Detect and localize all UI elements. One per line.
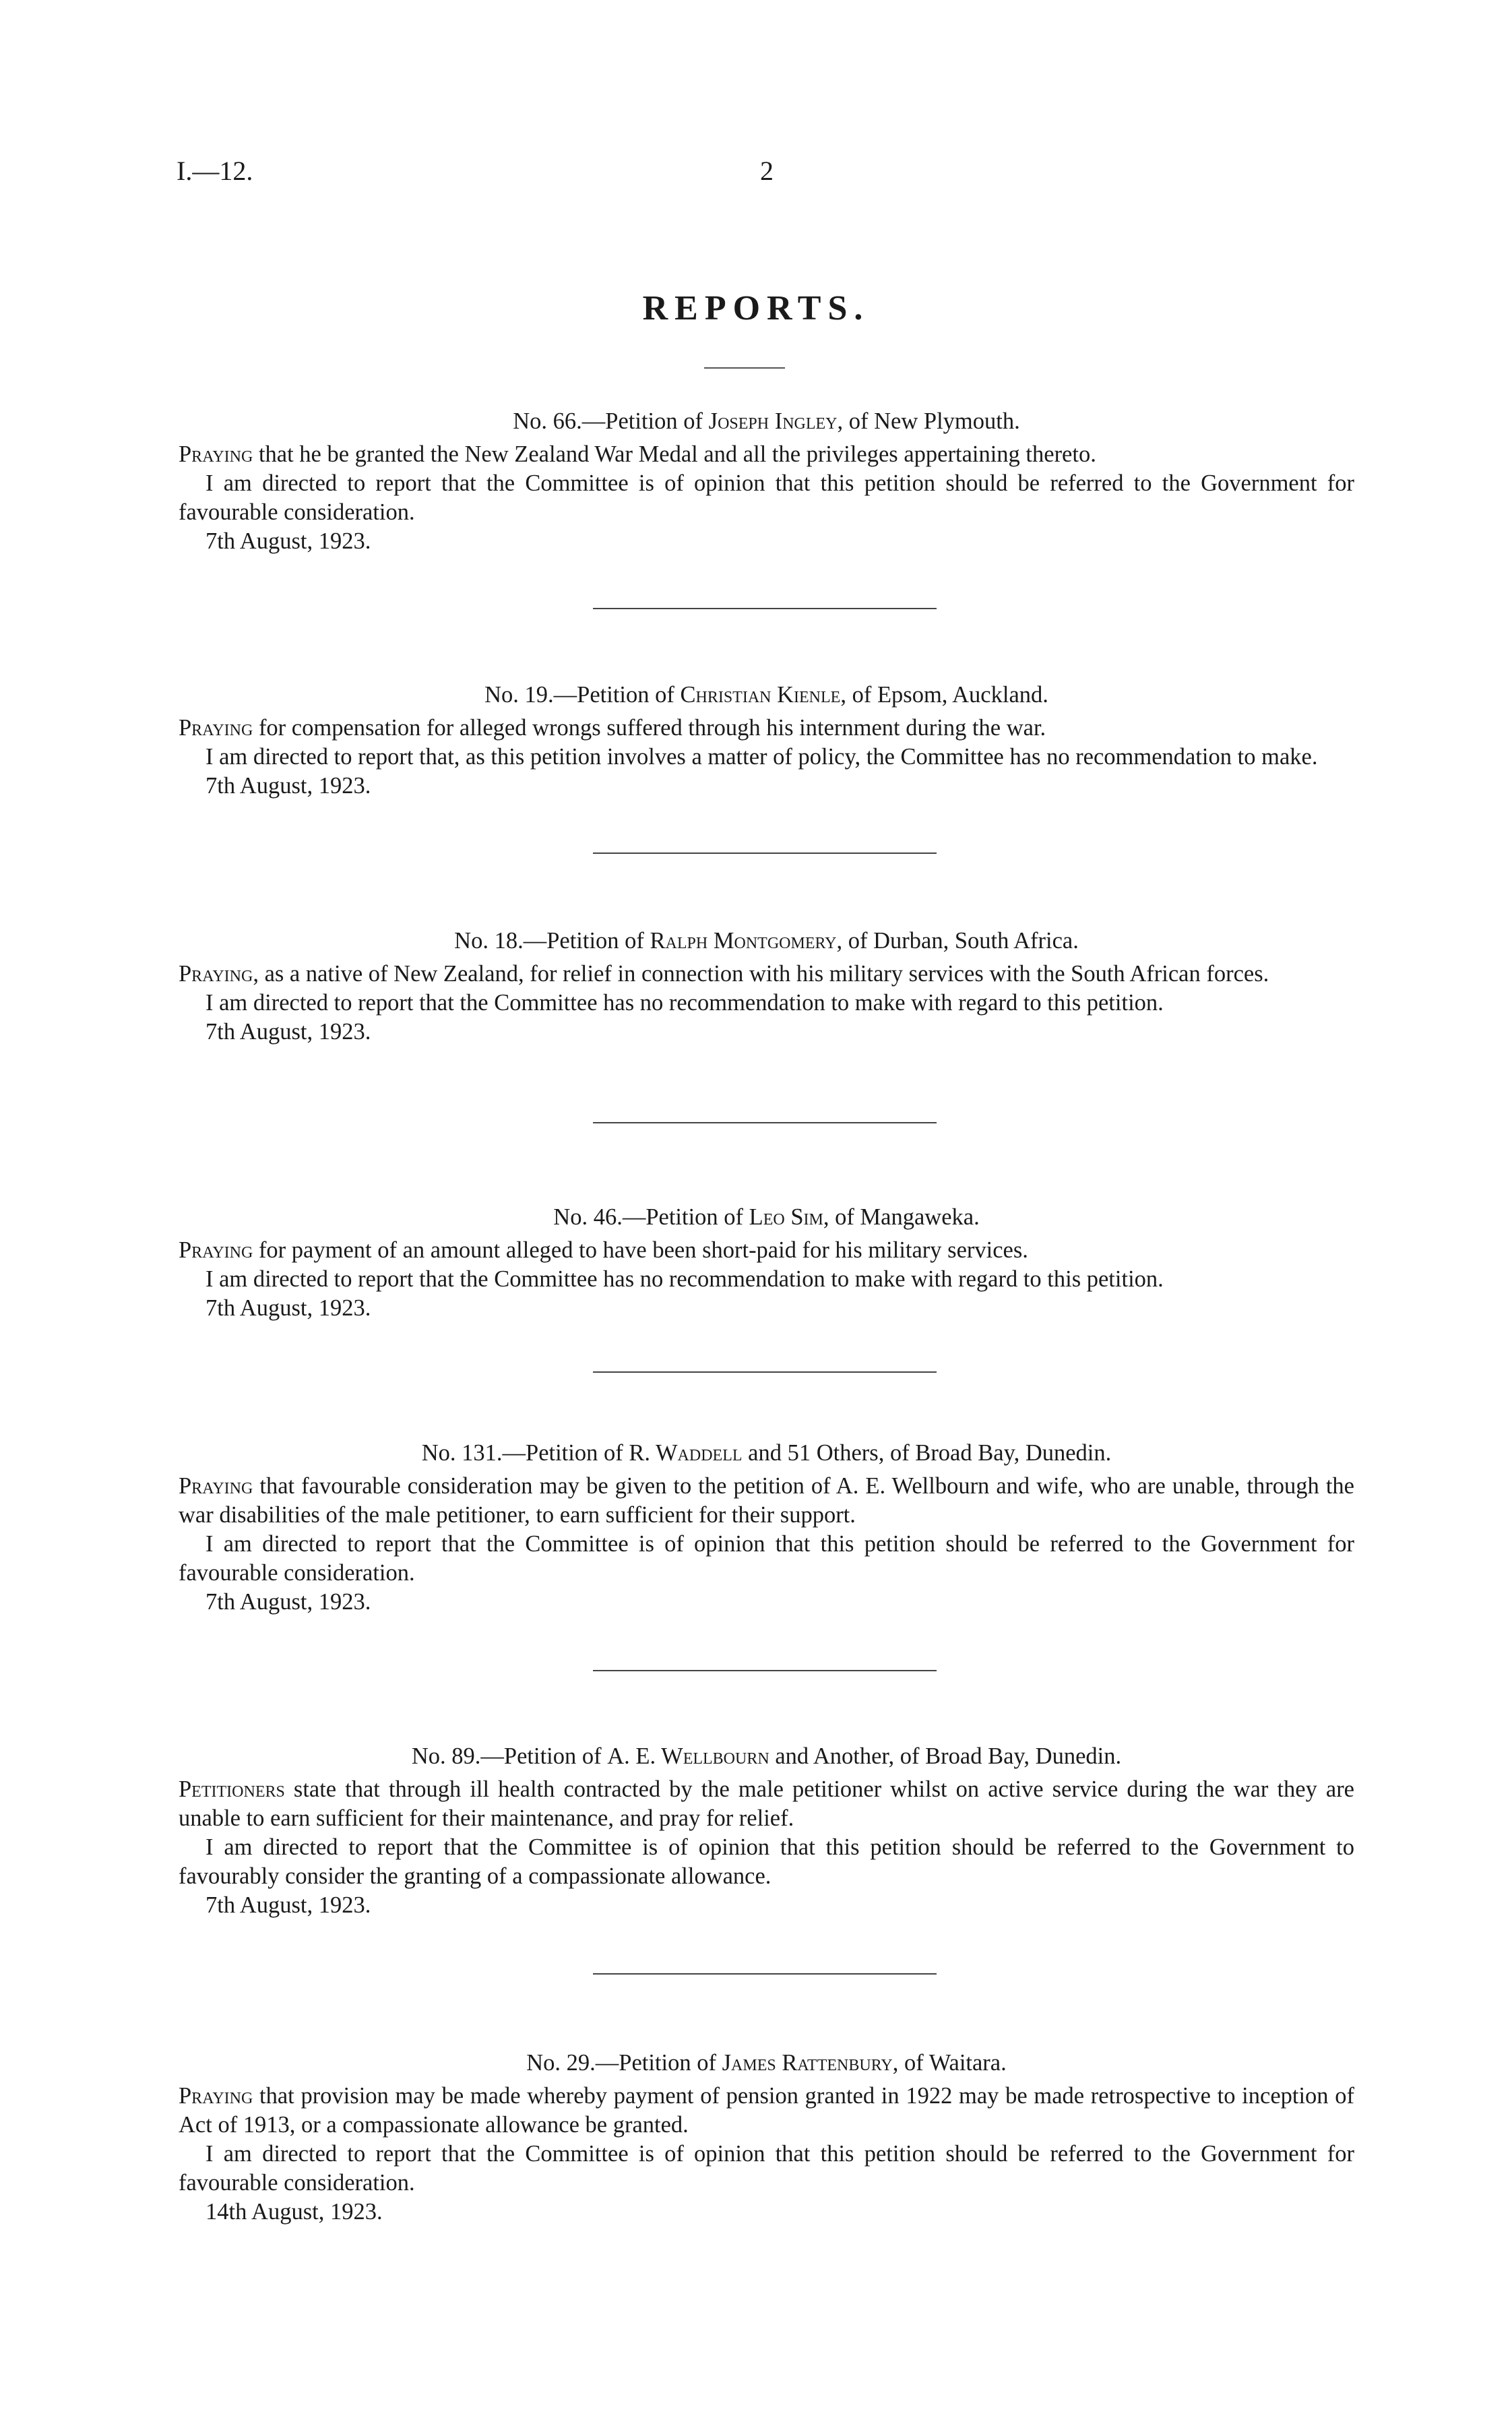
petition-19 xyxy=(179,681,1354,801)
petition-89 xyxy=(179,1742,1354,1920)
page-title: REPORTS. xyxy=(642,289,870,328)
prayer-text: state that through ill health contracted by the male petitioner whilst on active service during the war they are unable to earn sufficient for their maintenance, and pray for relief. xyxy=(179,1776,1354,1831)
petitioner-place: and 51 Others, of Broad Bay, Dunedin. xyxy=(742,1440,1112,1466)
prayer-lead: Praying xyxy=(179,2083,253,2109)
committee-report: I am directed to report that the Committee is of opinion that this petition should be referred to the Government for favourable consideration. xyxy=(179,1531,1354,1586)
petition-heading xyxy=(179,407,1354,436)
petition-number: No. 29.—Petition of xyxy=(526,2050,722,2076)
separator-rule xyxy=(593,1973,937,1975)
separator-rule xyxy=(593,1371,937,1373)
petition-heading xyxy=(179,1742,1354,1771)
prayer-text: , as a native of New Zealand, for relief in connection with his military services with the South African forces. xyxy=(253,961,1269,987)
petitioner-place: and Another, of Broad Bay, Dunedin. xyxy=(769,1743,1122,1769)
report-date: 7th August, 1923. xyxy=(206,1589,371,1615)
petitioner-place: , of Waitara. xyxy=(892,2050,1007,2076)
report-date: 7th August, 1923. xyxy=(206,528,371,554)
separator-rule xyxy=(593,1122,937,1123)
petitioner-name: A. E. Wellbourn xyxy=(607,1743,769,1769)
prayer-lead: Praying xyxy=(179,961,253,987)
petitioner-place: , of Epsom, Auckland. xyxy=(840,682,1048,708)
petition-prayer xyxy=(179,960,1354,989)
report-date: 7th August, 1923. xyxy=(206,1295,371,1321)
prayer-lead: Praying xyxy=(179,1473,253,1499)
petition-66 xyxy=(179,407,1354,556)
petition-number: No. 131.—Petition of xyxy=(421,1440,629,1466)
petitioner-name: Christian Kienle xyxy=(680,682,841,708)
paper-reference: I.—12. xyxy=(177,156,253,186)
prayer-lead: Praying xyxy=(179,715,253,741)
petitioner-name: Joseph Ingley xyxy=(708,408,838,434)
prayer-text: for compensation for alleged wrongs suffered through his internment during the war. xyxy=(253,715,1046,741)
committee-report: I am directed to report that the Committee is of opinion that this petition should be referred to the Government to favourably consider the granting of a compassionate allowance. xyxy=(179,1834,1354,1889)
petition-number: No. 46.—Petition of xyxy=(553,1204,749,1230)
committee-report: I am directed to report that the Committee is of opinion that this petition should be referred to the Government for favourable consideration. xyxy=(179,470,1354,525)
petition-prayer xyxy=(179,714,1354,743)
report-date: 7th August, 1923. xyxy=(206,1019,371,1045)
petition-prayer xyxy=(179,2082,1354,2140)
petition-heading xyxy=(179,1203,1354,1232)
petitioner-name: James Rattenbury xyxy=(722,2050,893,2076)
committee-report: I am directed to report that the Committee has no recommendation to make with regard to this petition. xyxy=(206,1266,1164,1292)
petition-number: No. 66.—Petition of xyxy=(513,408,709,434)
report-date: 7th August, 1923. xyxy=(206,773,371,799)
petition-heading xyxy=(179,1439,1354,1468)
committee-report: I am directed to report that the Committee has no recommendation to make with regard to this petition. xyxy=(206,990,1164,1016)
prayer-text: that provision may be made whereby payment of pension granted in 1922 may be made retrospective to inception of Act of 1913, or a compassionate allowance be granted. xyxy=(179,2083,1354,2138)
prayer-lead: Praying xyxy=(179,1237,253,1263)
petition-number: No. 89.—Petition of xyxy=(411,1743,608,1769)
petitioner-place: , of Durban, South Africa. xyxy=(836,928,1079,954)
petitioner-place: , of Mangaweka. xyxy=(823,1204,980,1230)
petition-prayer xyxy=(179,1775,1354,1833)
petitioner-name: Ralph Montgomery xyxy=(650,928,837,954)
separator-rule xyxy=(593,852,937,854)
separator-rule xyxy=(593,1670,937,1671)
petition-131 xyxy=(179,1439,1354,1617)
petition-29 xyxy=(179,2049,1354,2227)
petition-prayer xyxy=(179,440,1354,469)
prayer-text: for payment of an amount alleged to have been short-paid for his military services. xyxy=(253,1237,1028,1263)
petition-heading xyxy=(179,927,1354,956)
petitioner-place: , of New Plymouth. xyxy=(837,408,1020,434)
report-date: 7th August, 1923. xyxy=(206,1892,371,1918)
title-rule xyxy=(704,367,785,369)
petition-prayer xyxy=(179,1236,1354,1265)
petition-18 xyxy=(179,927,1354,1047)
prayer-text: that favourable consideration may be given to the petition of A. E. Wellbourn and wife, who are unable, through the war disabilities of the male petitioner, to earn sufficient for their support. xyxy=(179,1473,1354,1528)
separator-rule xyxy=(593,608,937,609)
committee-report: I am directed to report that, as this petition involves a matter of policy, the Committee has no recommendation to make. xyxy=(206,744,1318,770)
report-date: 14th August, 1923. xyxy=(206,2199,383,2225)
petition-heading xyxy=(179,681,1354,710)
petition-number: No. 18.—Petition of xyxy=(454,928,650,954)
petition-46 xyxy=(179,1203,1354,1323)
prayer-lead: Praying xyxy=(179,441,253,467)
petition-number: No. 19.—Petition of xyxy=(484,682,681,708)
petition-heading xyxy=(179,2049,1354,2078)
petition-prayer xyxy=(179,1472,1354,1530)
committee-report: I am directed to report that the Committee is of opinion that this petition should be referred to the Government for favourable consideration. xyxy=(179,2141,1354,2196)
prayer-lead: Petitioners xyxy=(179,1776,285,1802)
page-number: 2 xyxy=(760,156,774,186)
petitioner-name: R. Waddell xyxy=(629,1440,743,1466)
prayer-text: that he be granted the New Zealand War Medal and all the privileges appertaining thereto. xyxy=(253,441,1096,467)
petitioner-name: Leo Sim xyxy=(749,1204,823,1230)
